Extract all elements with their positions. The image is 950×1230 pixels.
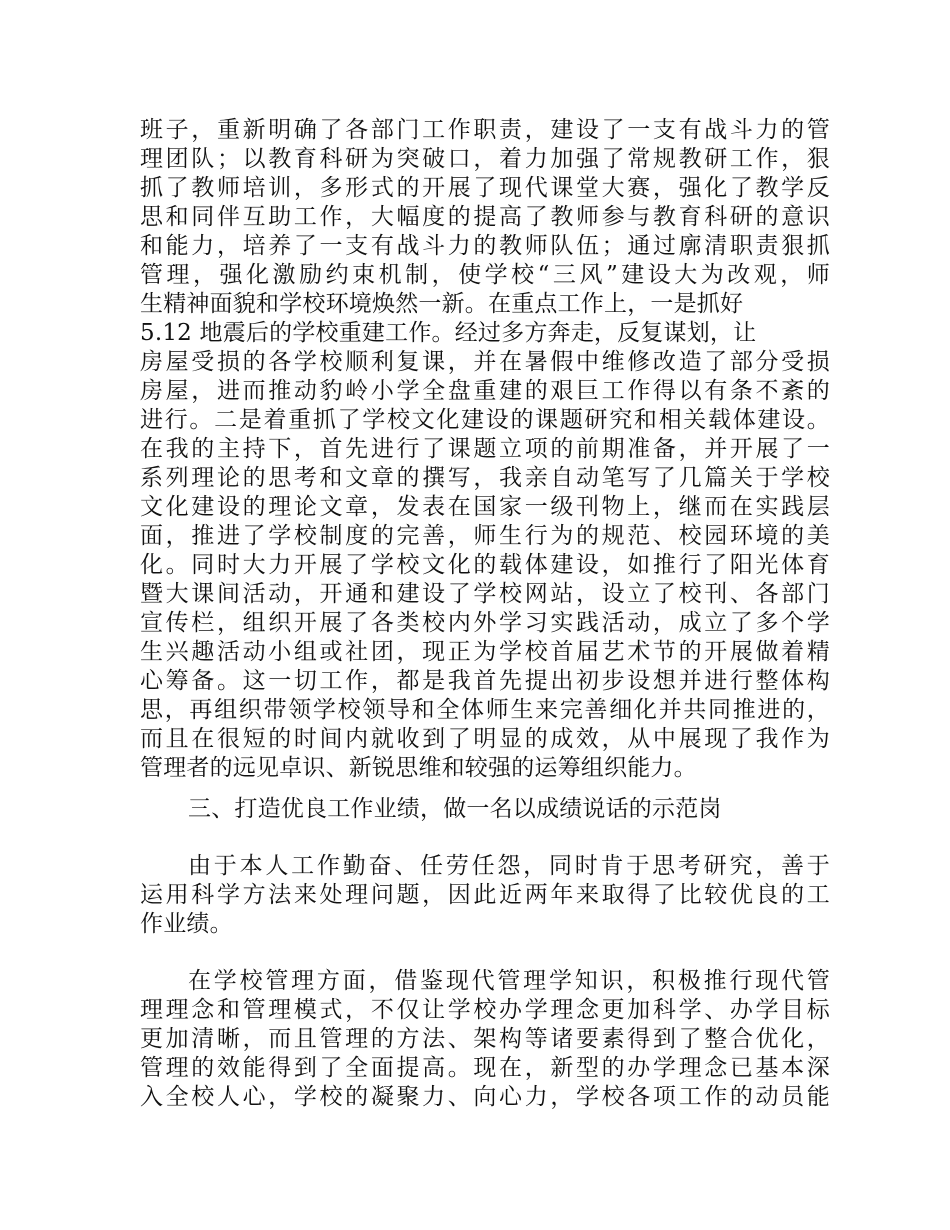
text-line: 入全校人心，学校的凝聚力、向心力，学校各项工作的动员能 — [140, 1084, 830, 1110]
paragraph-work-attitude — [140, 852, 830, 939]
paragraph-school-management — [140, 116, 830, 783]
text-line: 管理的效能得到了全面提高。现在，新型的办学理念已基本深 — [140, 1055, 830, 1081]
text-line: 生兴趣活动小组或社团，现正为学校首届艺术节的开展做着精 — [140, 639, 830, 665]
text-line: 思，再组织带领学校领导和全体师生来完善细化并共同推进的， — [140, 697, 830, 723]
text-line: 思和同伴互助工作，大幅度的提高了教师参与教育科研的意识 — [140, 204, 830, 230]
text-line: 生精神面貌和学校环境焕然一新。在重点工作上，一是抓好 — [140, 291, 744, 317]
text-line: 和能力，培养了一支有战斗力的教师队伍；通过廓清职责狠抓 — [140, 233, 830, 259]
text-line: 运用科学方法来处理问题，因此近两年来取得了比较优良的工 — [140, 882, 830, 908]
text-line: 宣传栏，组织开展了各类校内外学习实践活动，成立了多个学 — [140, 610, 830, 636]
text-line: 在我的主持下，首先进行了课题立项的前期准备，并开展了一 — [140, 436, 830, 462]
text-line: 而且在很短的时间内就收到了明显的成效，从中展现了我作为 — [140, 726, 830, 752]
paragraph-management-achievements — [140, 967, 830, 1112]
text-line: 进行。二是着重抓了学校文化建设的课题研究和相关载体建设。 — [140, 407, 830, 433]
text-line: 由于本人工作勤奋、任劳任怨，同时肯于思考研究，善于 — [188, 853, 830, 879]
text-line: 房屋，进而推动豹岭小学全盘重建的艰巨工作得以有条不紊的 — [140, 378, 830, 404]
text-line: 系列理论的思考和文章的撰写，我亲自动笔写了几篇关于学校 — [140, 465, 830, 491]
text-line: 化。同时大力开展了学校文化的载体建设，如推行了阳光体育 — [140, 552, 830, 578]
text-line: 房屋受损的各学校顺利复课，并在暑假中维修改造了部分受损 — [140, 349, 830, 375]
text-line: 文化建设的理论文章，发表在国家一级刊物上，继而在实践层 — [140, 494, 830, 520]
text-line: 抓了教师培训，多形式的开展了现代课堂大赛，强化了教学反 — [140, 175, 830, 201]
text-line: 5.12 地震后的学校重建工作。经过多方奔走，反复谋划，让 — [140, 320, 757, 346]
text-line: 更加清晰，而且管理的方法、架构等诸要素得到了整合优化， — [140, 1026, 830, 1052]
section-heading-text: 三、打造优良工作业绩，做一名以成绩说话的示范岗 — [188, 796, 722, 822]
text-line: 暨大课间活动，开通和建设了学校网站，设立了校刊、各部门 — [140, 581, 830, 607]
text-line: 班子，重新明确了各部门工作职责，建设了一支有战斗力的管 — [140, 117, 830, 143]
text-line: 在学校管理方面，借鉴现代管理学知识，积极推行现代管 — [188, 968, 830, 994]
text-line: 心筹备。这一切工作，都是我首先提出初步设想并进行整体构 — [140, 668, 830, 694]
text-line: 理理念和管理模式，不仅让学校办学理念更加科学、办学目标 — [140, 997, 830, 1023]
text-line: 面，推进了学校制度的完善，师生行为的规范、校园环境的美 — [140, 523, 830, 549]
text-line: 管理，强化激励约束机制，使学校“三风”建设大为改观，师 — [140, 262, 830, 288]
section-heading — [140, 795, 830, 824]
text-line: 作业绩。 — [140, 911, 233, 937]
text-line: 管理者的远见卓识、新锐思维和较强的运筹组织能力。 — [140, 755, 697, 781]
text-line: 理团队；以教育科研为突破口，着力加强了常规教研工作，狠 — [140, 146, 830, 172]
